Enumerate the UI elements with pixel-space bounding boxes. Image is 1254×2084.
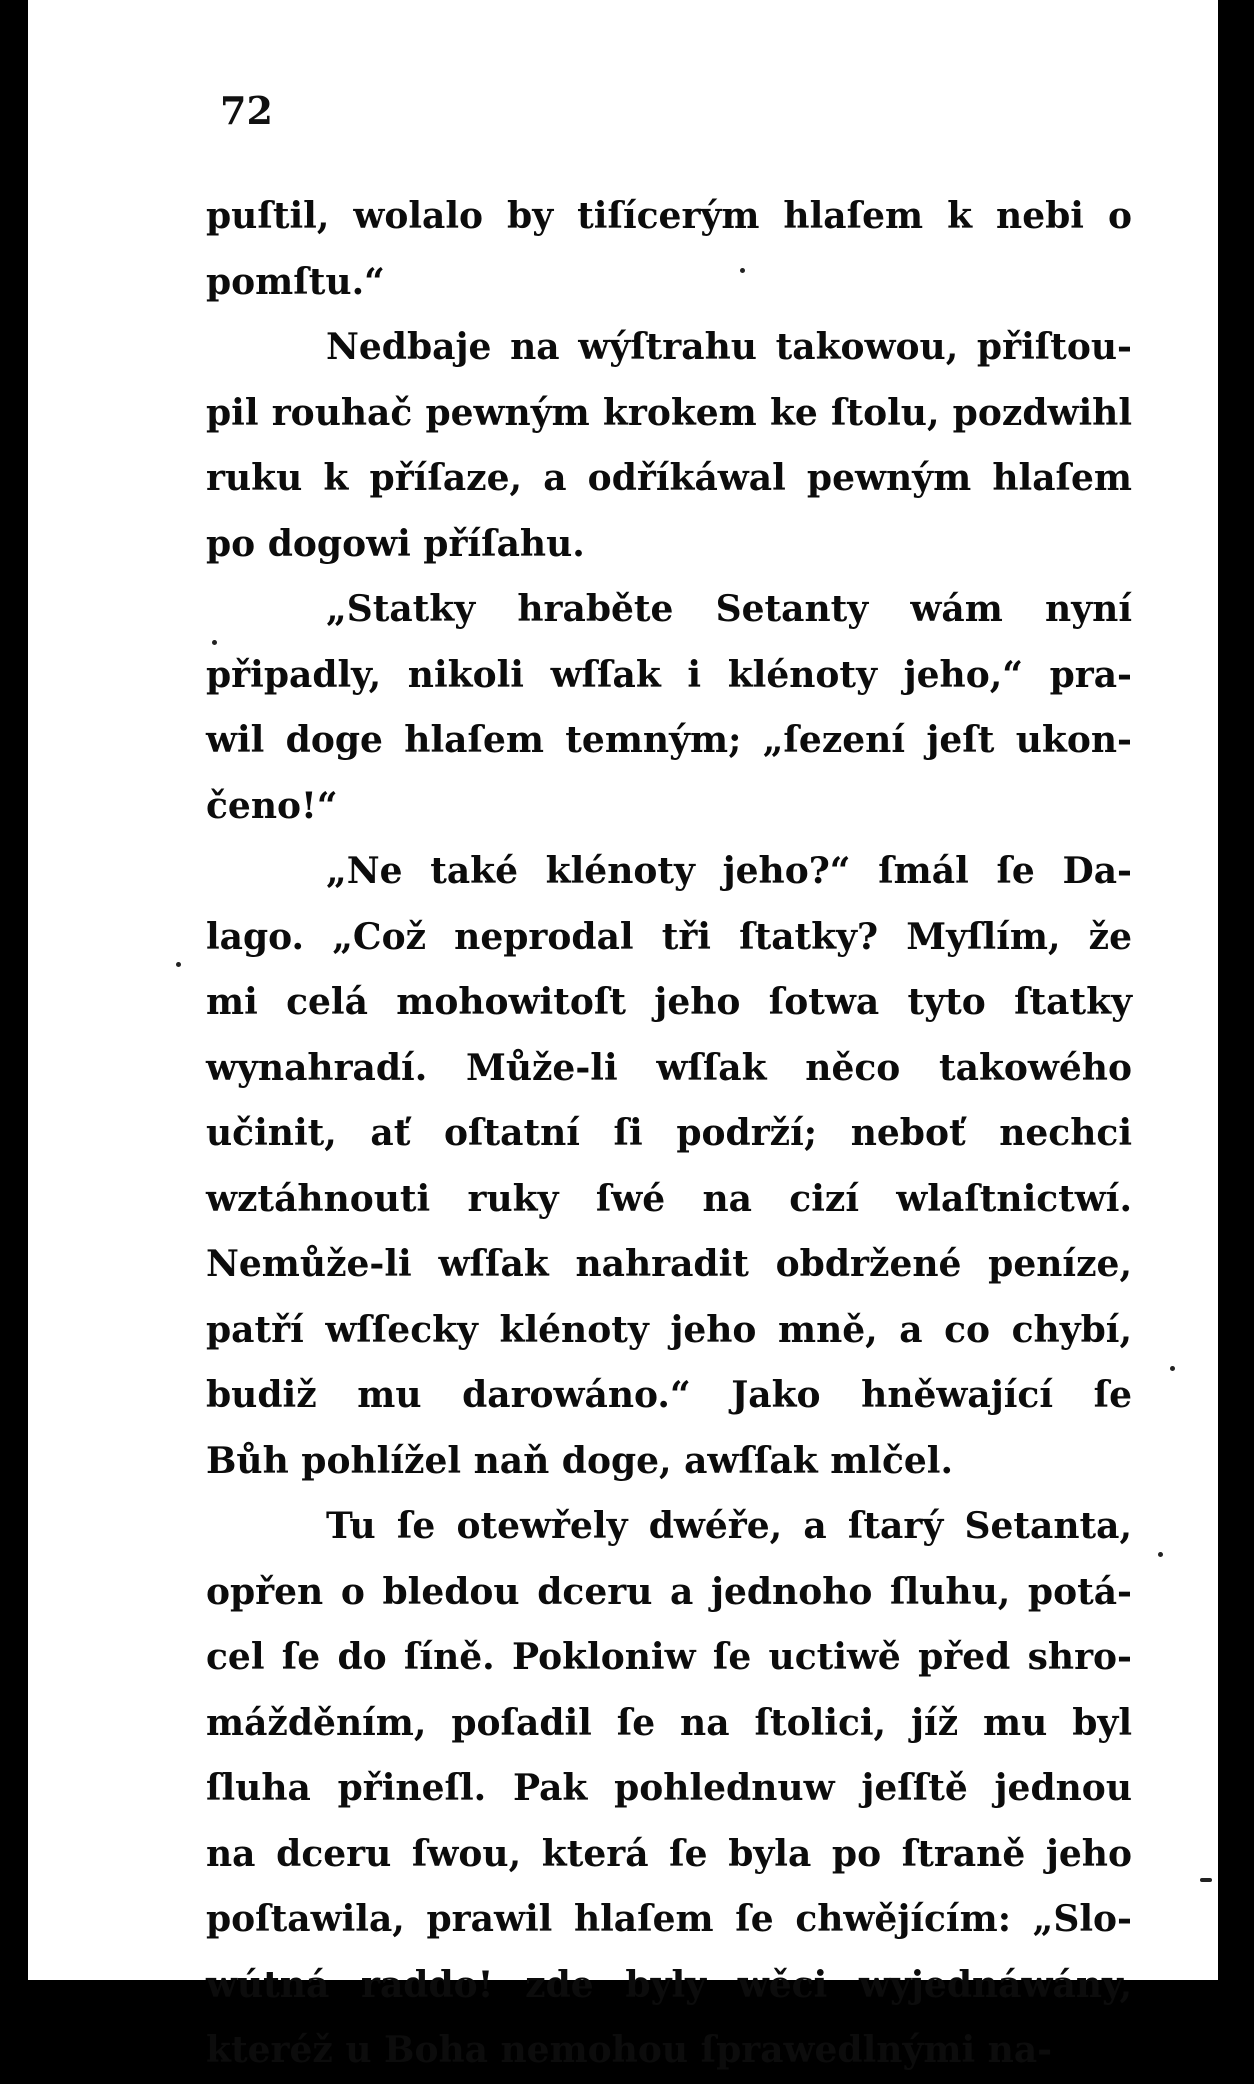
ink-speck <box>740 268 745 273</box>
text-line: „Statky hraběte Setanty wám nyní <box>326 588 1132 630</box>
text-line: budiž mu darowáno.“ Jako hněwající ſe <box>206 1374 1132 1416</box>
text-line: ſluha přineſl. Pak pohlednuw jeſſtě jednou <box>206 1767 1132 1809</box>
text-line: wil doge hlaſem temným; „ſezení jeſt ukon- <box>206 719 1132 761</box>
text-line: na dceru ſwou, která ſe byla po ſtraně jeho <box>206 1832 1132 1875</box>
text-line: Nemůže-li wſſak nahradit obdržené peníze, <box>206 1243 1132 1285</box>
text-line: wztáhnouti ruky ſwé na cizí wlaſtnictwí. <box>206 1177 1132 1220</box>
ink-speck <box>212 640 217 645</box>
text-line: wútná raddo! zde byly wěci wyjednáwány, <box>206 1963 1132 2006</box>
text-line: mážděním, poſadil ſe na ſtolici, jíž mu byl <box>206 1701 1132 1744</box>
ink-speck <box>1158 1552 1163 1557</box>
text-line: po dogowi příſahu. <box>206 522 585 565</box>
text-line: Bůh pohlížel naň doge, awſſak mlčel. <box>206 1439 953 1482</box>
ink-speck <box>176 962 181 967</box>
text-line: kteréž u Boha nemohou ſprawedlnými na- <box>206 2029 1053 2071</box>
page-number: 72 <box>220 88 273 133</box>
text-line: opřen o bledou dceru a jednoho ſluhu, potá- <box>206 1570 1132 1613</box>
ink-speck <box>1200 1878 1212 1882</box>
text-line: připadly, nikoli wſſak i klénoty jeho,“ pra- <box>206 653 1132 696</box>
text-line: poſtawila, prawil hlaſem ſe chwějícím: „Slo- <box>206 1898 1132 1940</box>
ink-speck <box>1170 1366 1175 1371</box>
text-line: učinit, ať oſtatní ſi podrží; neboť nechci <box>206 1112 1132 1154</box>
text-line: puſtil, wolalo by tiſícerým hlaſem k nebi o <box>206 195 1132 237</box>
text-line: Tu ſe otewřely dwéře, a ſtarý Setanta, <box>326 1505 1132 1547</box>
text-line: cel ſe do ſíně. Pokloniw ſe uctiwě před shro- <box>206 1636 1132 1678</box>
text-line: wynahradí. Může-li wſſak něco takowého <box>206 1046 1132 1089</box>
text-line: patří wſſecky klénoty jeho mně, a co chybí, <box>206 1308 1132 1351</box>
text-line: „Ne také klénoty jeho?“ ſmál ſe Da- <box>326 850 1132 892</box>
text-line: mi celá mohowitoſt jeho ſotwa tyto ſtatky <box>206 981 1132 1023</box>
text-line: ruku k příſaze, a odříkáwal pewným hlaſem <box>206 457 1132 499</box>
text-line: pil rouhač pewným krokem ke ſtolu, pozdwihl <box>206 391 1132 434</box>
text-line: Nedbaje na wýſtrahu takowou, přiſtou- <box>326 326 1132 368</box>
text-line: čeno!“ <box>206 784 338 827</box>
text-line: lago. „Což neprodal tři ſtatky? Myſlím, že <box>206 915 1132 958</box>
text-line: pomſtu.“ <box>206 260 385 303</box>
scan-edge-right <box>1218 0 1226 2022</box>
body-text <box>206 184 1132 2084</box>
